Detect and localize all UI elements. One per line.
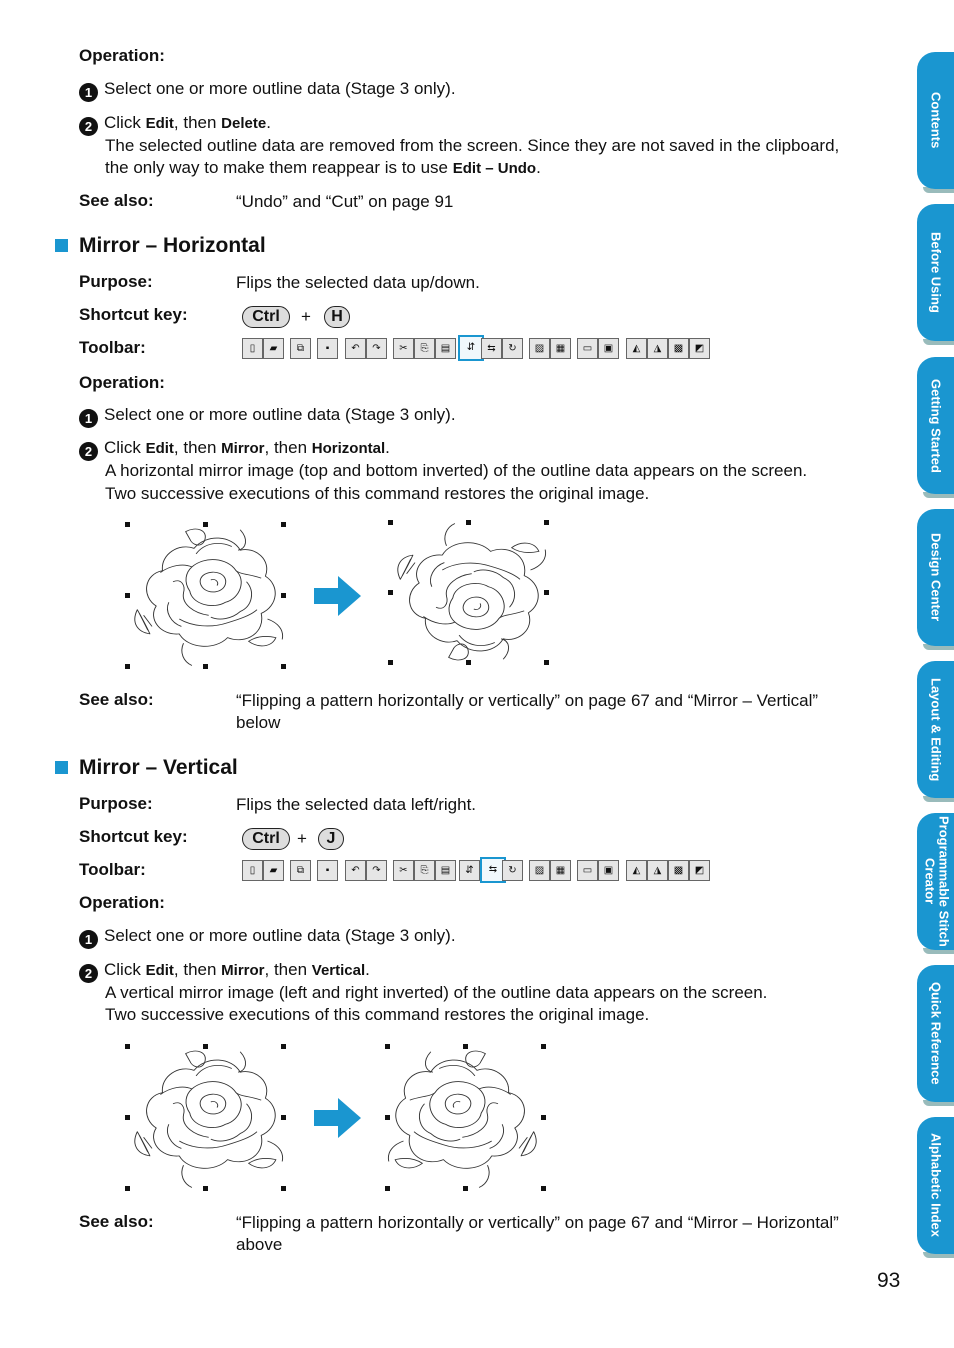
stitch-mode-4-icon[interactable]: ◩: [689, 338, 710, 359]
j-key: J: [318, 828, 344, 850]
mirror-vertical-icon[interactable]: ⇆: [480, 857, 506, 883]
preview-icon[interactable]: ▭: [577, 860, 598, 881]
open-icon[interactable]: ▰: [263, 860, 284, 881]
step-2-line-3: Two successive executions of this command restores the original image.: [105, 1005, 650, 1024]
step-number: 1: [79, 930, 98, 949]
menu-vertical: Vertical: [311, 962, 366, 979]
tab-layout-editing[interactable]: [917, 661, 954, 798]
realistic-preview-icon[interactable]: ▣: [598, 338, 619, 359]
step-text: Select one or more outline data (Stage 3 only).: [104, 405, 456, 424]
stitch-mode-4-icon[interactable]: ◩: [689, 860, 710, 881]
tab-label: Getting Started: [928, 378, 944, 473]
copy-icon[interactable]: ⎘: [414, 338, 435, 359]
see-also-line-2: above: [236, 1235, 283, 1254]
undo-icon[interactable]: ↶: [345, 338, 366, 359]
menu-horizontal: Horizontal: [311, 440, 386, 457]
tab-getting-started[interactable]: [917, 357, 954, 494]
step-2-line-2: The selected outline data are removed from the screen. Since they are not saved in the clipboard,: [105, 136, 840, 155]
purpose-label: Purpose:: [79, 794, 153, 813]
new-icon[interactable]: ▯: [242, 338, 263, 359]
tab-programmable-stitch-creator[interactable]: [917, 813, 954, 950]
ctrl-key: Ctrl: [242, 306, 290, 328]
stitch-mode-3-icon[interactable]: ▩: [668, 860, 689, 881]
step-1: [79, 78, 456, 102]
template-icon[interactable]: ⧉: [290, 860, 311, 881]
stitch-mode-1-icon[interactable]: ◭: [626, 338, 647, 359]
step-text: Select one or more outline data (Stage 3 only).: [104, 926, 456, 945]
horizontal-mirror-illustration: [115, 512, 565, 674]
undo-icon[interactable]: ↶: [345, 860, 366, 881]
arrow-icon: [314, 1098, 361, 1138]
toolbar-label: Toolbar:: [79, 338, 146, 357]
step-text: Click: [104, 438, 146, 457]
ctrl-key: Ctrl: [242, 828, 290, 850]
step-text: .: [385, 438, 390, 457]
see-also-label: See also:: [79, 191, 154, 210]
tab-alphabetic-index[interactable]: [917, 1117, 954, 1254]
step-number: 2: [79, 442, 98, 461]
redo-icon[interactable]: ↷: [366, 860, 387, 881]
step-text: , then: [173, 113, 222, 132]
see-also-line-1: “Flipping a pattern horizontally or vertically” on page 67 and “Mirror – Horizontal”: [236, 1213, 839, 1232]
open-icon[interactable]: ▰: [263, 338, 284, 359]
tab-label: Before Using: [928, 232, 944, 313]
step-text: the only way to make them reappear is to use: [105, 158, 453, 177]
paste-icon[interactable]: ▤: [435, 338, 456, 359]
mirror-horizontal-icon[interactable]: ⇵: [458, 335, 484, 361]
tab-label: Layout & Editing: [928, 677, 944, 782]
sew-setting-icon[interactable]: ▦: [550, 338, 571, 359]
step-text: , then: [264, 960, 312, 979]
section-title-vertical: Mirror – Vertical: [79, 756, 238, 779]
h-key: H: [324, 306, 350, 328]
rotate-icon[interactable]: ↻: [502, 338, 523, 359]
section-bullet: [55, 761, 68, 774]
step-number: 2: [79, 117, 98, 136]
template-icon[interactable]: ⧉: [290, 338, 311, 359]
tab-design-center[interactable]: [917, 509, 954, 646]
step-text: , then: [264, 438, 312, 457]
paste-icon[interactable]: ▤: [435, 860, 456, 881]
section-title-horizontal: Mirror – Horizontal: [79, 234, 266, 257]
save-icon[interactable]: ▪: [317, 860, 338, 881]
mirror-horizontal-icon[interactable]: ⇵: [459, 860, 480, 881]
operation-label: Operation:: [79, 46, 165, 65]
menu-edit: Edit: [145, 962, 174, 979]
step-2-line-3: Two successive executions of this command restores the original image.: [105, 484, 650, 503]
step-1: [79, 925, 456, 949]
step-2: [79, 959, 370, 983]
purpose-text: Flips the selected data left/right.: [236, 795, 477, 814]
see-also-label: See also:: [79, 690, 154, 709]
menu-edit: Edit: [145, 440, 174, 457]
tab-contents[interactable]: [917, 52, 954, 189]
fill-stitch-icon[interactable]: ▨: [529, 338, 550, 359]
step-number: 1: [79, 409, 98, 428]
tab-label: Quick Reference: [928, 982, 944, 1085]
step-2-line-2: A vertical mirror image (left and right inverted) of the outline data appears on the screen.: [105, 983, 768, 1002]
step-text: .: [536, 158, 541, 177]
stitch-mode-3-icon[interactable]: ▩: [668, 338, 689, 359]
cut-icon[interactable]: ✂: [393, 860, 414, 881]
stitch-mode-1-icon[interactable]: ◭: [626, 860, 647, 881]
operation-label: Operation:: [79, 373, 165, 392]
step-number: 1: [79, 83, 98, 102]
save-icon[interactable]: ▪: [317, 338, 338, 359]
stitch-mode-2-icon[interactable]: ◮: [647, 338, 668, 359]
step-1: [79, 404, 456, 428]
menu-edit: Edit: [145, 115, 174, 132]
step-text: , then: [173, 438, 222, 457]
tab-label: Design Center: [928, 533, 944, 622]
menu-edit-undo: Edit – Undo: [452, 160, 537, 177]
step-2-line-3: [105, 157, 541, 180]
section-bullet: [55, 239, 68, 252]
see-also-label: See also:: [79, 1212, 154, 1231]
tab-label: Alphabetic Index: [928, 1133, 944, 1238]
rotate-icon[interactable]: ↻: [502, 860, 523, 881]
realistic-preview-icon[interactable]: ▣: [598, 860, 619, 881]
arrow-icon: [314, 576, 361, 616]
plus-sign: +: [297, 829, 307, 848]
fill-stitch-icon[interactable]: ▨: [529, 860, 550, 881]
menu-mirror: Mirror: [221, 440, 265, 457]
see-also-text: “Undo” and “Cut” on page 91: [236, 192, 454, 211]
page-number: 93: [877, 1269, 901, 1292]
purpose-label: Purpose:: [79, 272, 153, 291]
step-text: Click: [104, 113, 146, 132]
cut-icon[interactable]: ✂: [393, 338, 414, 359]
see-also-line-2: below: [236, 713, 281, 732]
step-text: Click: [104, 960, 146, 979]
tab-label: Contents: [928, 92, 944, 149]
menu-delete: Delete: [221, 115, 267, 132]
stitch-mode-2-icon[interactable]: ◮: [647, 860, 668, 881]
vertical-mirror-illustration: [115, 1036, 565, 1198]
shortcut-label: Shortcut key:: [79, 827, 188, 846]
step-text: Select one or more outline data (Stage 3 only).: [104, 79, 456, 98]
sew-setting-icon[interactable]: ▦: [550, 860, 571, 881]
step-2: [79, 112, 271, 136]
plus-sign: +: [301, 307, 311, 326]
tab-label: Programmable Stitch Creator: [922, 816, 952, 947]
tab-before-using[interactable]: [917, 204, 954, 341]
mirror-vertical-icon[interactable]: ⇆: [481, 338, 502, 359]
new-icon[interactable]: ▯: [242, 860, 263, 881]
toolbar-label: Toolbar:: [79, 860, 146, 879]
copy-icon[interactable]: ⎘: [414, 860, 435, 881]
step-2-line-2: A horizontal mirror image (top and bottom inverted) of the outline data appears on the screen.: [105, 461, 808, 480]
see-also-line-1: “Flipping a pattern horizontally or vertically” on page 67 and “Mirror – Vertical”: [236, 691, 819, 710]
tab-quick-reference[interactable]: [917, 965, 954, 1102]
shortcut-label: Shortcut key:: [79, 305, 188, 324]
step-text: , then: [173, 960, 222, 979]
step-text: .: [266, 113, 271, 132]
menu-mirror: Mirror: [221, 962, 265, 979]
purpose-text: Flips the selected data up/down.: [236, 273, 480, 292]
operation-label: Operation:: [79, 893, 165, 912]
step-number: 2: [79, 964, 98, 983]
preview-icon[interactable]: ▭: [577, 338, 598, 359]
step-text: .: [365, 960, 370, 979]
step-2: [79, 437, 390, 461]
redo-icon[interactable]: ↷: [366, 338, 387, 359]
